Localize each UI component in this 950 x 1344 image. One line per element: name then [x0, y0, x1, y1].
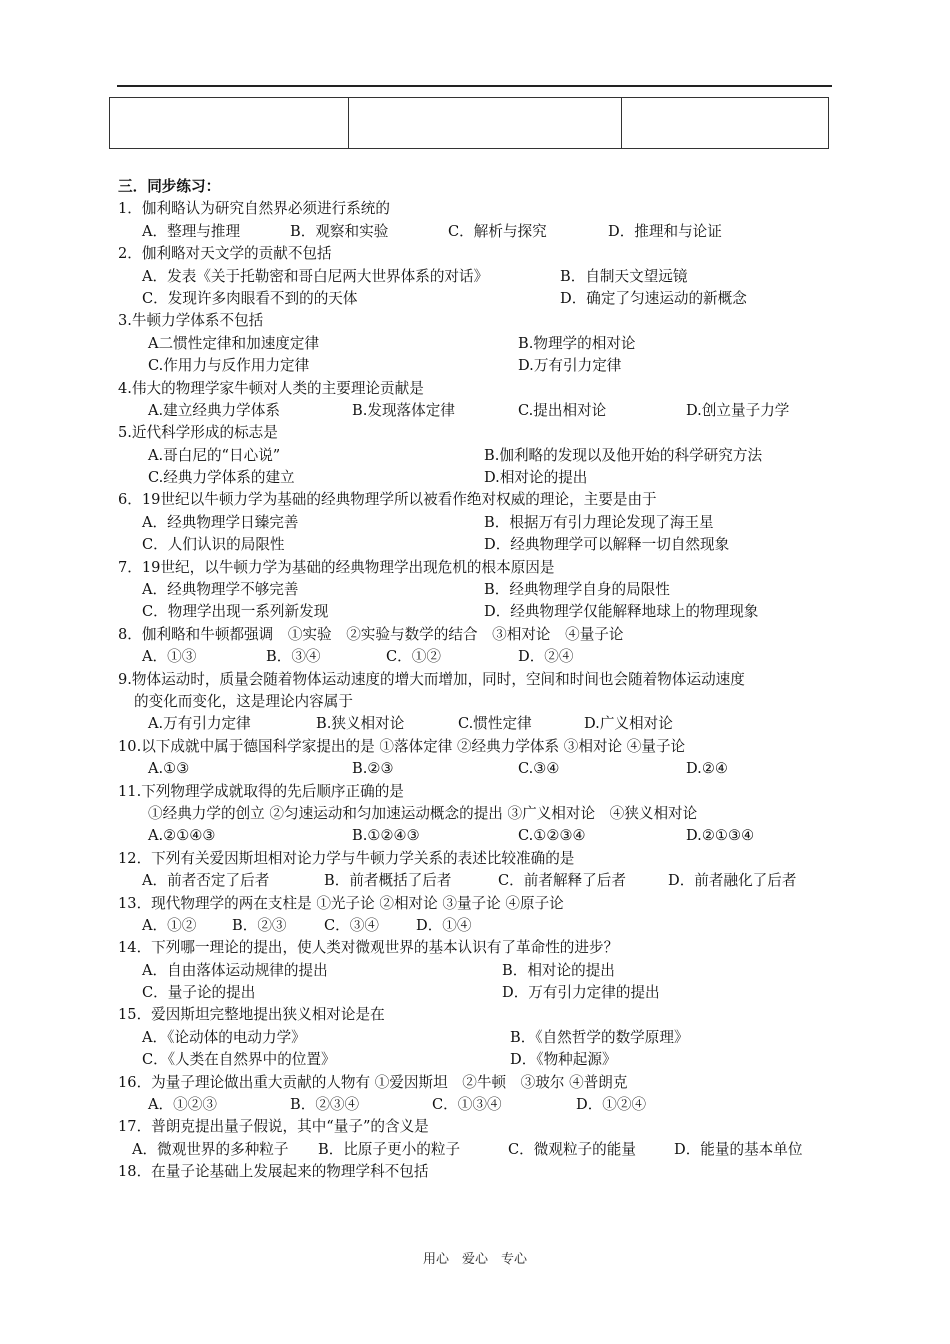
question-list — [118, 198, 838, 1183]
section-title: 三．同步练习： — [118, 178, 221, 195]
option-line — [118, 400, 838, 422]
option-line — [118, 355, 838, 377]
option-text: C.提出相对论 — [518, 401, 607, 419]
question-stem — [118, 848, 838, 870]
option-line — [118, 825, 838, 847]
option-text: C.①②③④ — [518, 827, 586, 845]
question-15 — [118, 1004, 838, 1071]
option-text: A．①②③ — [148, 1096, 217, 1114]
option-text: D．②④ — [518, 648, 574, 666]
question-1 — [118, 198, 838, 243]
option-line — [118, 1139, 838, 1161]
option-text: D．推理和与论证 — [608, 222, 722, 240]
option-text: C．①③④ — [432, 1096, 502, 1114]
question-stem — [118, 378, 838, 400]
question-11 — [118, 781, 838, 848]
option-text: A．经典物理学不够完善 — [142, 581, 299, 599]
option-text: D．前者融化了后者 — [668, 872, 797, 890]
option-line — [118, 713, 838, 735]
option-line — [118, 333, 838, 355]
option-text: B.物理学的相对论 — [518, 334, 636, 352]
option-line — [118, 445, 838, 467]
question-text: 3.牛顿力学体系不包括 — [118, 312, 264, 330]
question-stem — [118, 1004, 838, 1026]
option-text: A．自由落体运动规律的提出 — [142, 961, 328, 979]
option-line — [118, 1027, 838, 1049]
option-text: A．经典物理学日臻完善 — [142, 513, 299, 531]
option-text: B．《自然哲学的数学原理》 — [510, 1028, 689, 1046]
option-line — [118, 288, 838, 310]
question-stem — [118, 489, 838, 511]
option-text: C．发现许多肉眼看不到的的天体 — [142, 289, 358, 307]
option-line — [118, 266, 838, 288]
option-text: C．人们认识的局限性 — [142, 536, 285, 554]
option-text: C.③④ — [518, 760, 560, 778]
option-line — [118, 467, 838, 489]
question-stem — [118, 937, 838, 959]
question-3 — [118, 310, 838, 377]
option-text: A．《论动体的电动力学》 — [142, 1028, 306, 1046]
option-text: B．观察和实验 — [290, 222, 389, 240]
question-text: 12．下列有关爱因斯坦相对论力学与牛顿力学关系的表述比较准确的是 — [118, 849, 575, 867]
option-text: C．①② — [386, 648, 441, 666]
option-text: D．经典物理学仅能解释地球上的物理现象 — [484, 603, 759, 621]
question-text: 5.近代科学形成的标志是 — [118, 424, 278, 442]
option-text: D.广义相对论 — [584, 715, 673, 733]
option-text: D．能量的基本单位 — [674, 1140, 803, 1158]
option-text: A.哥白尼的“日心说” — [148, 446, 281, 464]
option-line — [118, 758, 838, 780]
option-text: C.惯性定律 — [458, 715, 532, 733]
top-table — [109, 97, 829, 149]
option-line — [118, 601, 838, 623]
question-text: 11.下列物理学成就取得的先后顺序正确的是 — [118, 782, 404, 800]
table-cell — [622, 98, 829, 149]
option-text: B.伽利略的发现以及他开始的科学研究方法 — [484, 446, 763, 464]
option-line — [118, 803, 838, 825]
option-text: D.创立量子力学 — [686, 401, 790, 419]
option-text: D．①②④ — [576, 1096, 647, 1114]
question-5 — [118, 422, 838, 489]
option-text: A．前者否定了后者 — [142, 872, 270, 890]
question-text: 1．伽利略认为研究自然界必须进行系统的 — [118, 200, 390, 218]
question-14 — [118, 937, 838, 1004]
option-line — [118, 534, 838, 556]
question-stem — [118, 198, 838, 220]
question-text: 9.物体运动时，质量会随着物体运动速度的增大而增加，同时，空间和时间也会随着物体运动速度 — [118, 670, 745, 688]
header-rule — [117, 85, 832, 87]
question-10 — [118, 736, 838, 781]
exercise-section — [118, 176, 838, 1184]
question-6 — [118, 489, 838, 556]
question-text: 8．伽利略和牛顿都强调 ①实验 ②实验与数学的结合 ③相对论 ④量子论 — [118, 625, 624, 643]
option-line — [118, 691, 838, 713]
option-text: D．万有引力定律的提出 — [502, 984, 660, 1002]
option-text: B．相对论的提出 — [502, 961, 615, 979]
option-text: A.建立经典力学体系 — [148, 401, 280, 419]
option-line — [118, 1094, 838, 1116]
option-text: B．②③ — [232, 916, 287, 934]
option-text: D.相对论的提出 — [484, 469, 588, 487]
option-text: B．自制天文望远镜 — [560, 267, 688, 285]
option-text: D.②①③④ — [686, 827, 755, 845]
option-text: D．①④ — [416, 916, 472, 934]
question-text: 2．伽利略对天文学的贡献不包括 — [118, 245, 332, 263]
option-text: D．经典物理学可以解释一切自然现象 — [484, 536, 730, 554]
question-stem — [118, 422, 838, 444]
option-text: C．解析与探究 — [448, 222, 547, 240]
question-stem — [118, 557, 838, 579]
question-stem — [118, 1161, 838, 1183]
option-text: D．确定了匀速运动的新概念 — [560, 289, 747, 307]
question-stem — [118, 624, 838, 646]
question-16 — [118, 1072, 838, 1117]
option-text: B．前者概括了后者 — [324, 872, 452, 890]
question-stem — [118, 1072, 838, 1094]
question-text: 7．19世纪，以牛顿力学为基础的经典物理学出现危机的根本原因是 — [118, 558, 555, 576]
question-8 — [118, 624, 838, 669]
option-line — [118, 982, 838, 1004]
option-text: C.作用力与反作用力定律 — [148, 357, 310, 375]
question-9 — [118, 669, 838, 736]
option-text: D.②④ — [686, 760, 728, 778]
option-text: A．发表《关于托勒密和哥白尼两大世界体系的对话》 — [142, 267, 489, 285]
option-text: A．整理与推理 — [142, 222, 241, 240]
question-text: 4.伟大的物理学家牛顿对人类的主要理论贡献是 — [118, 379, 424, 397]
option-text: C．微观粒子的能量 — [508, 1140, 636, 1158]
option-line — [118, 221, 838, 243]
question-stem — [118, 781, 838, 803]
option-line — [118, 870, 838, 892]
question-text: 15．爱因斯坦完整地提出狭义相对论是在 — [118, 1006, 385, 1024]
question-stem — [118, 669, 838, 691]
option-line — [118, 915, 838, 937]
option-text: A.万有引力定律 — [148, 715, 251, 733]
option-line — [118, 579, 838, 601]
question-text: 13．现代物理学的两在支柱是 ①光子论 ②相对论 ③量子论 ④原子论 — [118, 894, 564, 912]
table-cell — [110, 98, 349, 149]
table-row — [110, 98, 829, 149]
question-stem — [118, 893, 838, 915]
option-text: A二惯性定律和加速度定律 — [148, 334, 320, 352]
question-2 — [118, 243, 838, 310]
option-text: B.狭义相对论 — [316, 715, 405, 733]
question-stem — [118, 310, 838, 332]
question-13 — [118, 893, 838, 938]
option-text: D．《物种起源》 — [510, 1051, 617, 1069]
question-12 — [118, 848, 838, 893]
option-text: B．③④ — [266, 648, 321, 666]
question-text: 17．普朗克提出量子假说，其中“量子”的含义是 — [118, 1118, 429, 1136]
option-text: B.②③ — [352, 760, 394, 778]
option-text: 的变化而变化，这是理论内容属于 — [134, 692, 353, 710]
question-text: 6．19世纪以牛顿力学为基础的经典物理学所以被看作绝对权威的理论，主要是由于 — [118, 491, 657, 509]
option-text: C．量子论的提出 — [142, 984, 256, 1002]
option-text: C．前者解释了后者 — [498, 872, 626, 890]
question-text: 14．下列哪一理论的提出，使人类对微观世界的基本认识有了革命性的进步？ — [118, 939, 619, 957]
option-text: B．经典物理学自身的局限性 — [484, 581, 670, 599]
question-text: 16．为量子理论做出重大贡献的人物有 ①爱因斯坦 ②牛顿 ③玻尔 ④普朗克 — [118, 1073, 628, 1091]
option-text: C．《人类在自然界中的位置》 — [142, 1051, 336, 1069]
option-text: A．微观世界的多种粒子 — [132, 1140, 289, 1158]
question-text: 10.以下成就中属于德国科学家提出的是 ①落体定律 ②经典力学体系 ③相对论 ④量子论 — [118, 737, 686, 755]
question-4 — [118, 378, 838, 423]
option-text: A．①③ — [142, 648, 197, 666]
option-line — [118, 646, 838, 668]
option-text: A．①② — [142, 916, 197, 934]
question-text: 18．在量子论基础上发展起来的物理学科不包括 — [118, 1163, 429, 1181]
option-text: B.发现落体定律 — [352, 401, 455, 419]
question-17 — [118, 1116, 838, 1161]
option-text: C.经典力学体系的建立 — [148, 469, 295, 487]
question-stem — [118, 1116, 838, 1138]
question-7 — [118, 557, 838, 624]
option-line — [118, 512, 838, 534]
option-text: B．根据万有引力理论发现了海王星 — [484, 513, 714, 531]
question-18 — [118, 1161, 838, 1183]
option-text: B.①②④③ — [352, 827, 420, 845]
page-footer: 用心 爱心 专心 — [422, 1252, 527, 1267]
option-text: D.万有引力定律 — [518, 357, 622, 375]
question-stem — [118, 736, 838, 758]
option-text: C．③④ — [324, 916, 379, 934]
question-stem — [118, 243, 838, 265]
option-text: A.①③ — [148, 760, 190, 778]
option-text: B．比原子更小的粒子 — [318, 1140, 461, 1158]
option-text: A.②①④③ — [148, 827, 216, 845]
option-line — [118, 1049, 838, 1071]
option-text: B．②③④ — [290, 1096, 360, 1114]
option-line — [118, 960, 838, 982]
table-cell — [349, 98, 622, 149]
option-text: ①经典力学的创立 ②匀速运动和匀加速运动概念的提出 ③广义相对论 ④狭义相对论 — [148, 804, 698, 822]
option-text: C．物理学出现一系列新发现 — [142, 603, 329, 621]
